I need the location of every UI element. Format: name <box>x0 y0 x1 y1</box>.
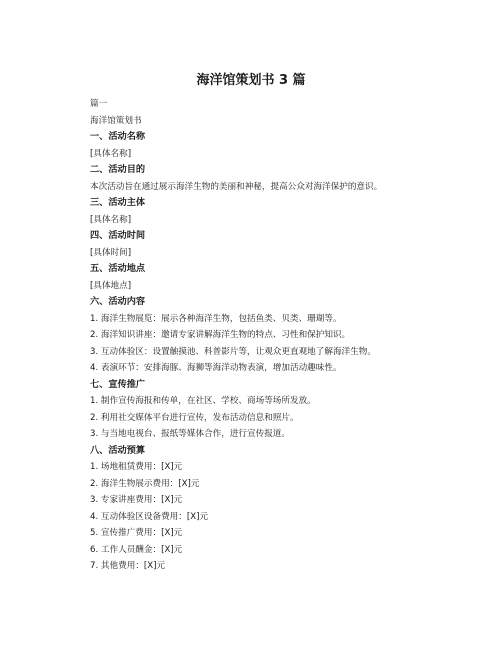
body-text-line: 6. 工作人员酬金：[X]元 <box>90 544 183 555</box>
body-text-line: 2. 海洋知识讲座：邀请专家讲解海洋生物的特点、习性和保护知识。 <box>90 330 351 340</box>
body-text-line: 1. 海洋生物展览：展示各种海洋生物，包括鱼类、贝类、珊瑚等。 <box>90 313 342 324</box>
body-text-line: 篇一 <box>90 99 108 109</box>
body-text-line: 5. 宣传推广费用：[X]元 <box>90 528 183 538</box>
body-text-line: 3. 互动体验区：设置触摸池、科普影片等，让观众更直观地了解海洋生物。 <box>90 346 376 357</box>
body-text-line: [具体名称] <box>90 214 132 225</box>
section-heading: 一、活动名称 <box>90 131 146 142</box>
section-heading: 二、活动目的 <box>90 164 146 175</box>
body-text-line: 3. 与当地电视台、报纸等媒体合作，进行宣传报道。 <box>90 429 290 439</box>
body-text-line: 2. 海洋生物展示费用：[X]元 <box>90 478 200 489</box>
body-text-line: 本次活动旨在通过展示海洋生物的美丽和神秘，提高公众对海洋保护的意识。 <box>90 181 383 192</box>
section-heading: 八、活动预算 <box>90 444 146 456</box>
section-heading: 六、活动内容 <box>90 296 146 307</box>
body-text-line: 海洋馆策划书 <box>90 115 142 126</box>
document-title: 海洋馆策划书 3 篇 <box>196 73 306 88</box>
body-text-line: 2. 利用社交媒体平台进行宣传，发布活动信息和照片。 <box>90 412 299 423</box>
body-text-line: 7. 其他费用：[X]元 <box>90 561 166 571</box>
document-body <box>90 96 470 575</box>
body-text-line: 3. 专家讲座费用：[X]元 <box>90 495 183 505</box>
section-heading: 五、活动地点 <box>90 263 146 274</box>
section-heading: 四、活动时间 <box>90 230 146 241</box>
body-text-line: 4. 互动体验区设备费用：[X]元 <box>90 511 209 522</box>
body-text-line: [具体名称] <box>90 148 132 159</box>
body-text-line: [具体时间] <box>90 247 132 258</box>
body-text-line: 1. 场地租赁费用：[X]元 <box>90 462 183 472</box>
body-text-line: 4. 表演环节：安排海豚、海狮等海洋动物表演，增加活动趣味性。 <box>90 363 342 373</box>
section-heading: 七、宣传推广 <box>90 378 146 390</box>
body-text-line: 1. 制作宣传海报和传单，在社区、学校、商场等场所发放。 <box>90 396 316 406</box>
body-text-line: [具体地点] <box>90 280 132 291</box>
section-heading: 三、活动主体 <box>90 197 146 208</box>
